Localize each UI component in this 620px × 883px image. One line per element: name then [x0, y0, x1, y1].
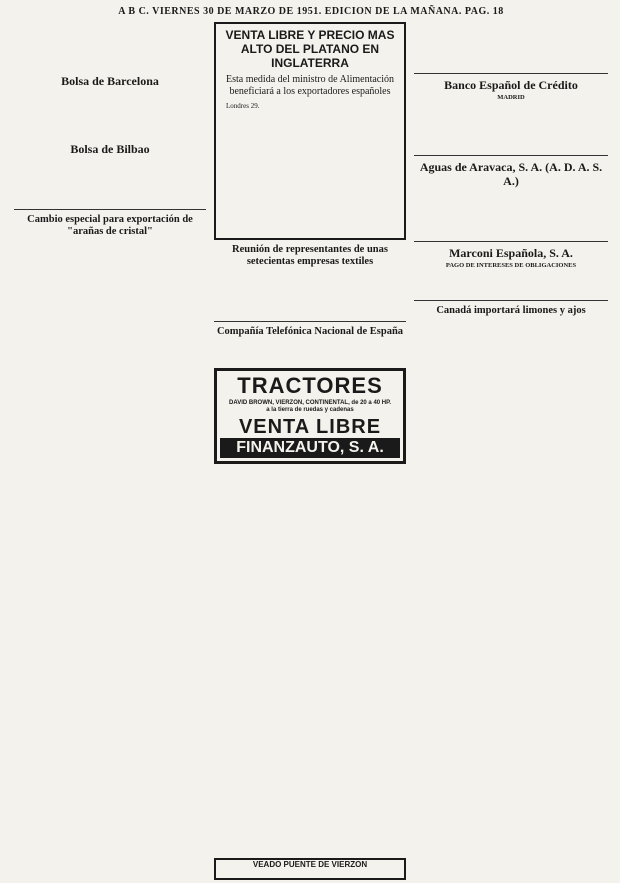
- reunion-text: [214, 270, 406, 318]
- platano-headline: VENTA LIBRE Y PRECIO MAS ALTO DEL PLATANO EN INGLATERRA: [225, 28, 395, 70]
- ad-sale: VENTA LIBRE: [238, 416, 382, 439]
- stock-quotes-text: [14, 22, 206, 70]
- footer-ad: VEADO PUENTE DE VIERZON: [214, 858, 406, 880]
- aguas-text: [414, 190, 608, 238]
- ad-company: FINANZAUTO, S. A.: [220, 438, 400, 458]
- platano-deck: Esta medida del ministro de Alimentación beneficiará a los exportadores españoles: [225, 74, 395, 97]
- barcelona-text: [14, 90, 206, 138]
- telefonica-text: [214, 340, 406, 364]
- cambio-text: [14, 240, 206, 264]
- banco-title: Banco Español de Crédito: [444, 78, 578, 92]
- divider: [14, 209, 206, 210]
- divider: [414, 155, 608, 156]
- divider: [214, 321, 406, 322]
- tractores-ad: [214, 368, 406, 464]
- top-text: [414, 22, 608, 70]
- ad-title: TRACTORES: [237, 373, 383, 399]
- platano-box: [214, 22, 406, 240]
- column-right: [414, 22, 608, 880]
- ad-brands: DAVID BROWN, VIERZON, CONTINENTAL, de 20 a 40 HP. a la tierra de ruedas y cadenas: [228, 400, 392, 414]
- divider: [414, 241, 608, 242]
- telefonica-title: Compañía Telefónica Nacional de España: [216, 326, 404, 338]
- reunion-title: Reunión de representantes de unas setecientas empresas textiles: [232, 244, 388, 268]
- aguas-title: Aguas de Aravaca, S. A. (A. D. A. S. A.): [419, 160, 603, 189]
- divider: [414, 300, 608, 301]
- bilbao-text: [14, 158, 206, 206]
- bolsa-bilbao-title: Bolsa de Bilbao: [70, 142, 150, 156]
- marconi-sub: PAGO DE INTERESES DE OBLIGACIONES: [445, 262, 577, 270]
- canada-title: Canadá importará limones y ajos: [436, 304, 586, 316]
- column-left: [14, 22, 206, 880]
- bolsa-barcelona-title: Bolsa de Barcelona: [61, 74, 159, 88]
- platano-text: [220, 112, 400, 232]
- page-header: A B C. VIERNES 30 DE MARZO DE 1951. EDICION DE LA MAÑANA. PAG. 18: [118, 6, 504, 17]
- canada-text: [414, 319, 608, 343]
- cambio-title: Cambio especial para exportación de "arañas de cristal": [27, 214, 193, 237]
- platano-dateline: Londres 29.: [226, 102, 260, 110]
- banco-sub: MADRID: [497, 94, 525, 101]
- column-center: [214, 22, 406, 880]
- marconi-text: [414, 273, 608, 297]
- divider: [414, 73, 608, 74]
- platano-body: [220, 102, 400, 232]
- marconi-title: Marconi Española, S. A.: [449, 246, 573, 261]
- banco-text: [414, 104, 608, 152]
